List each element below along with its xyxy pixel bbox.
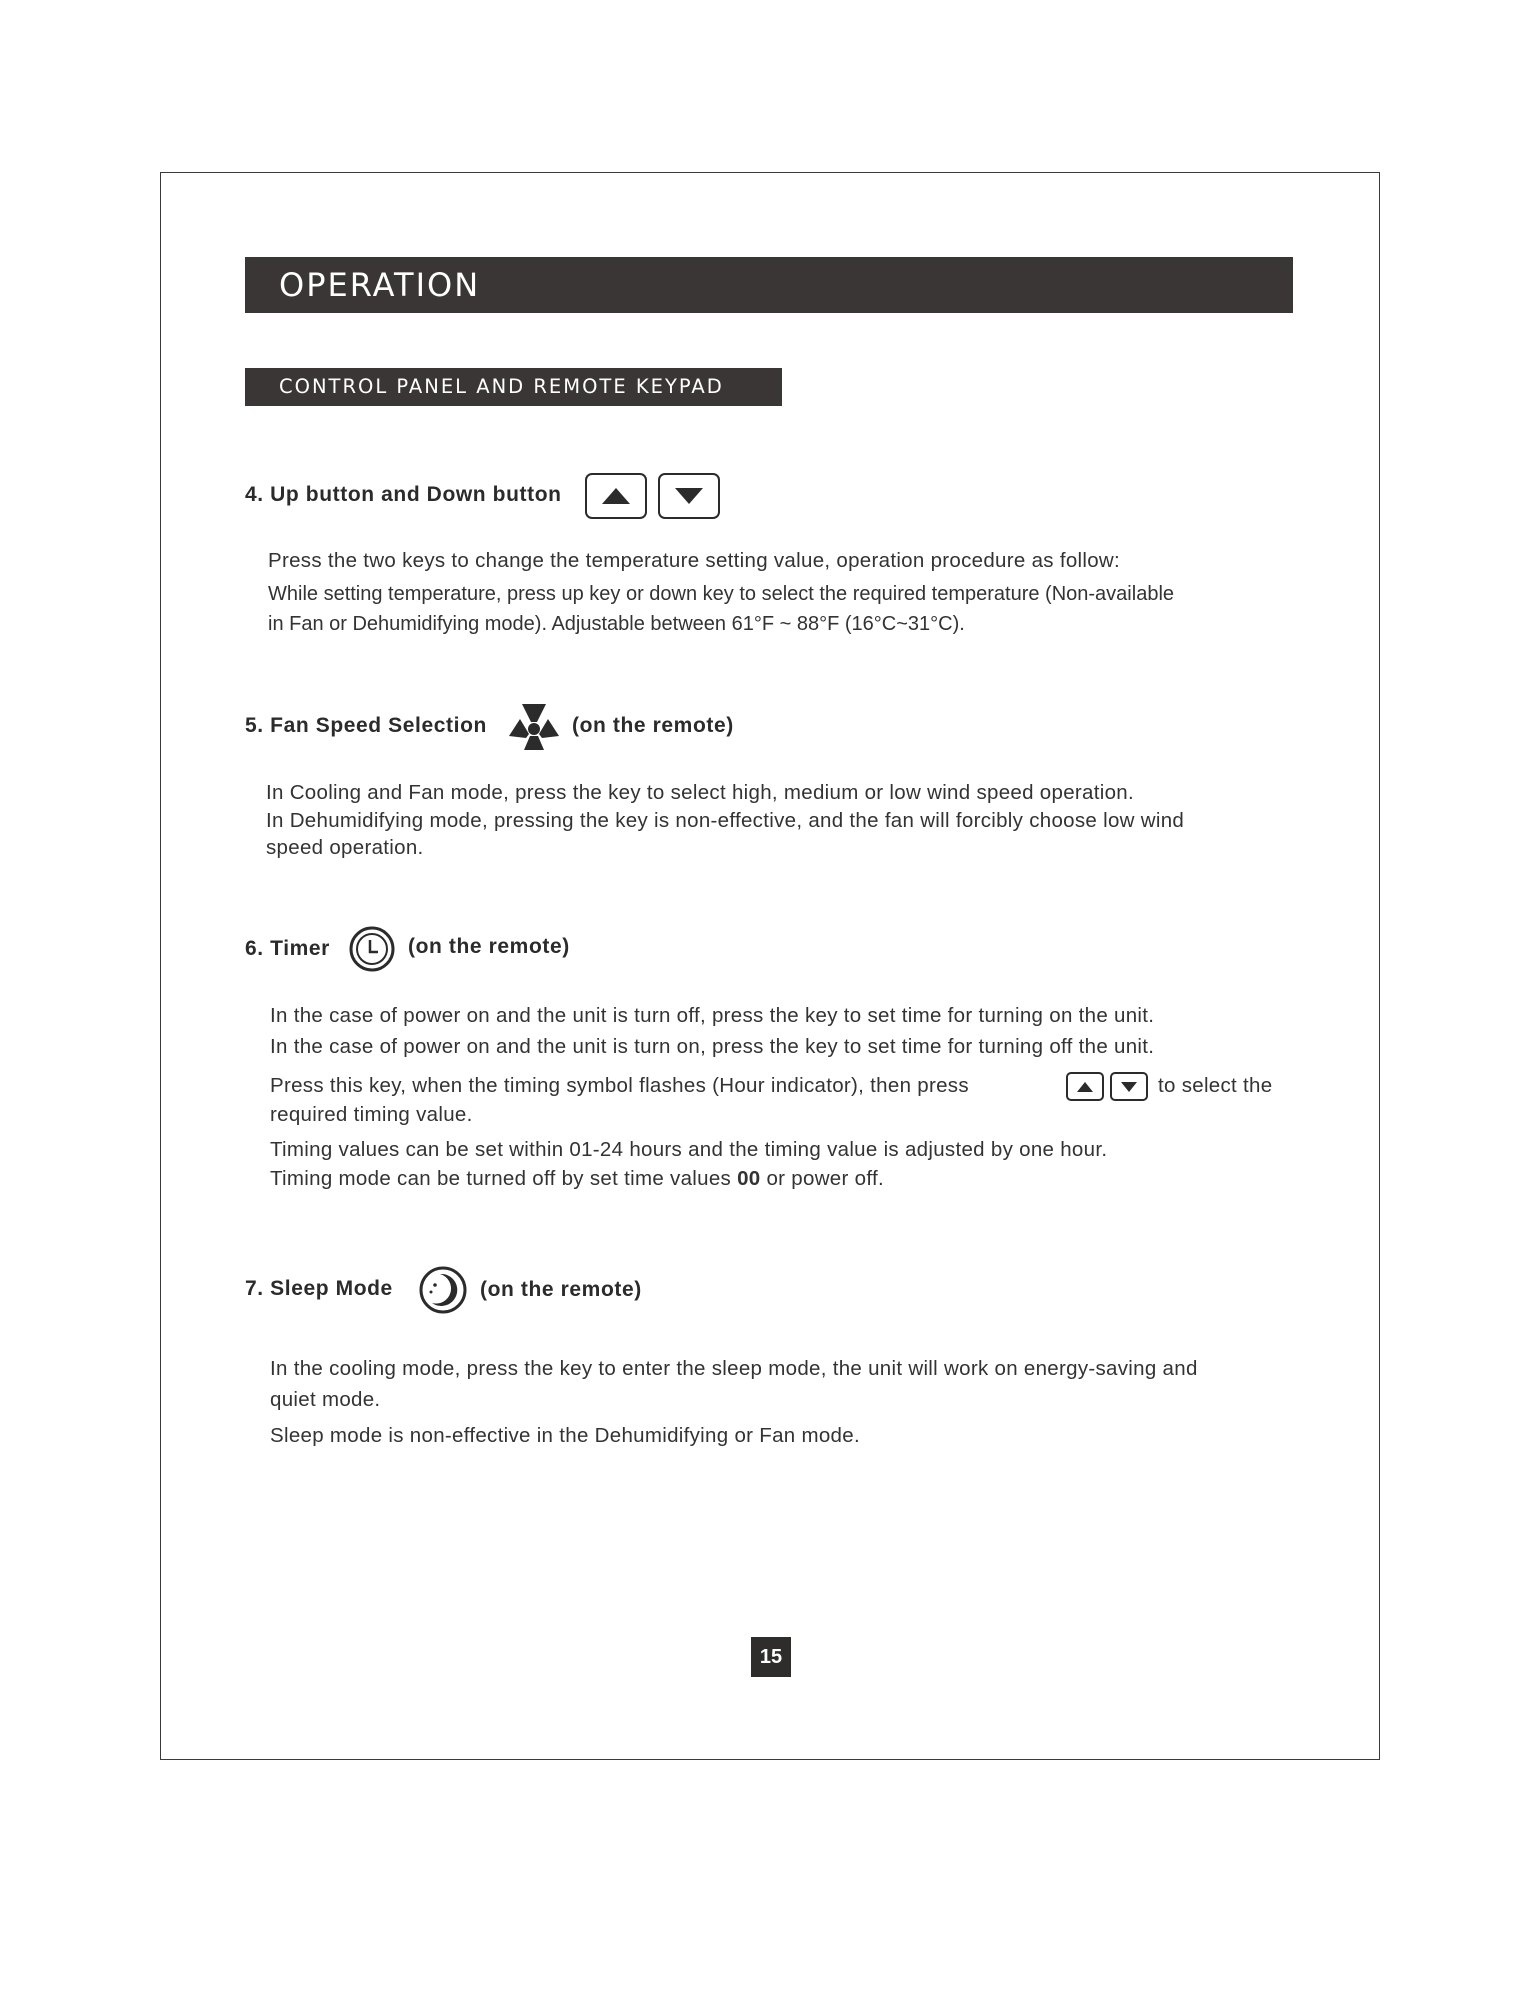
- section-6-press-line: Press this key, when the timing symbol flashes (Hour indicator), then press: [270, 1074, 969, 1097]
- page-title: OPERATION: [245, 257, 1293, 313]
- section-4-line-2: While setting temperature, press up key or down key to select the required temperature (Non-available: [268, 583, 1175, 605]
- page-number: 15: [751, 1637, 791, 1677]
- section-6-line-1: In the case of power on and the unit is turn off, press the key to set time for turning on the unit.: [270, 1004, 1155, 1027]
- section-4-line-3: in Fan or Dehumidifying mode). Adjustable between 61°F ~ 88°F (16°C~31°C).: [268, 613, 965, 635]
- section-5-line-3: speed operation.: [266, 836, 424, 859]
- section-6-heading: 6. Timer: [245, 937, 330, 960]
- up-arrow-key-icon: [585, 473, 647, 519]
- sleep-moon-icon: [418, 1265, 468, 1315]
- section-5-line-2: In Dehumidifying mode, pressing the key is non-effective, and the fan will forcibly choose low wind: [266, 809, 1185, 832]
- section-subtitle: CONTROL PANEL AND REMOTE KEYPAD: [245, 368, 782, 406]
- section-5-heading: 5. Fan Speed Selection: [245, 714, 487, 737]
- section-6-press-line-end: to select the: [1158, 1074, 1273, 1097]
- timing-off-value: 00: [737, 1167, 761, 1190]
- section-4-line-1: Press the two keys to change the temperature setting value, operation procedure as follow:: [268, 549, 1121, 572]
- section-5-remote-note: (on the remote): [572, 714, 734, 737]
- section-4-heading: 4. Up button and Down button: [245, 483, 562, 506]
- section-6-timing-values: Timing values can be set within 01-24 hours and the timing value is adjusted by one hour.: [270, 1138, 1108, 1161]
- timing-off-start: Timing mode can be turned off by set time values: [270, 1167, 738, 1190]
- section-6-press-line-cont: required timing value.: [270, 1103, 473, 1126]
- section-7-line-3: Sleep mode is non-effective in the Dehumidifying or Fan mode.: [270, 1424, 860, 1447]
- section-7-line-2: quiet mode.: [270, 1388, 381, 1411]
- section-5-line-1: In Cooling and Fan mode, press the key to select high, medium or low wind speed operation.: [266, 781, 1134, 804]
- section-6-remote-note: (on the remote): [408, 935, 570, 958]
- section-7-line-1: In the cooling mode, press the key to enter the sleep mode, the unit will work on energy-saving and: [270, 1357, 1198, 1380]
- timing-off-end: or power off.: [760, 1167, 884, 1190]
- section-7-heading: 7. Sleep Mode: [245, 1277, 393, 1300]
- down-arrow-key-icon: [658, 473, 720, 519]
- down-arrow-key-icon: [1110, 1072, 1148, 1101]
- section-6-timing-off: [270, 1167, 884, 1191]
- timer-clock-icon: [348, 925, 396, 973]
- section-6-line-2: In the case of power on and the unit is turn on, press the key to set time for turning off the unit.: [270, 1035, 1155, 1058]
- fan-icon: [508, 702, 560, 752]
- page-frame: [160, 172, 1380, 1760]
- up-arrow-key-icon: [1066, 1072, 1104, 1101]
- section-7-remote-note: (on the remote): [480, 1278, 642, 1301]
